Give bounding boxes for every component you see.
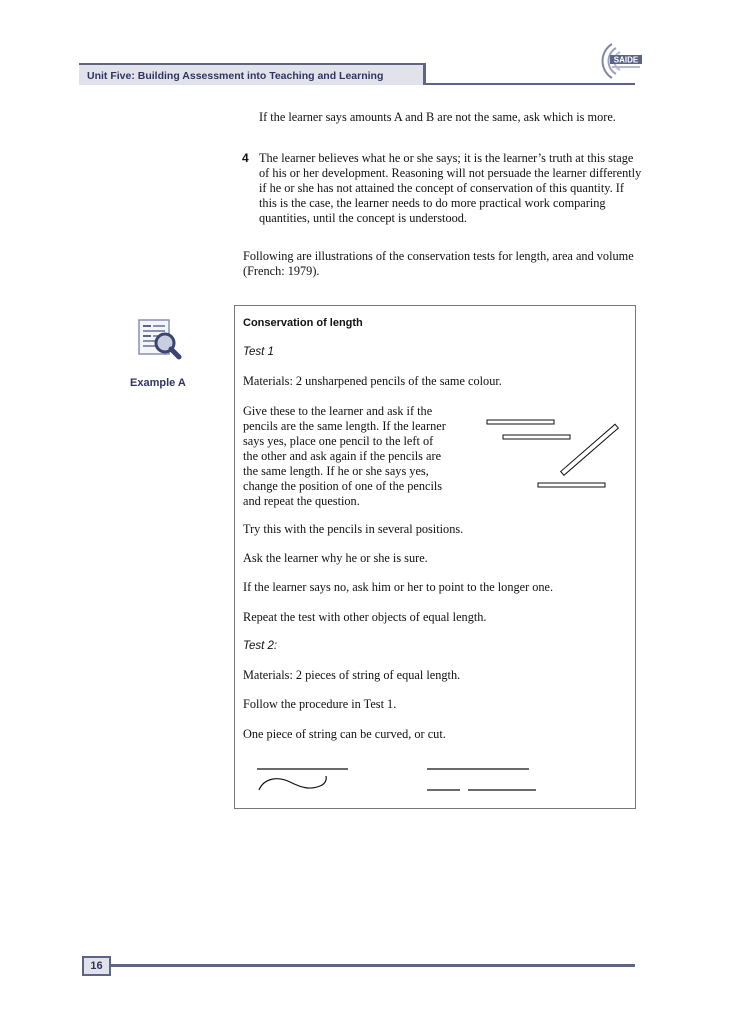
logo-text: SAIDE	[613, 55, 639, 65]
box-heading: Conservation of length	[243, 317, 363, 329]
pencil-2	[503, 435, 570, 439]
paragraph-learner-belief: The learner believes what he or she says; it is the learner’s truth at this stage of his or her development. Reasoning will not persuade the learner differently if he or she has not attained the concept of conservation of this quantity. If this is the case, the learner needs to do more practical work comparing quantities, until the concept is understood.	[259, 151, 642, 225]
ask-why: Ask the learner why he or she is sure.	[243, 551, 428, 565]
follow-procedure: Follow the procedure in Test 1.	[243, 697, 397, 711]
string-curved: One piece of string can be curved, or cut.	[243, 727, 446, 741]
pencils-illustration	[480, 412, 620, 492]
instruction-line: the same length. If he or she says yes,	[243, 464, 429, 478]
strings-illustration	[250, 760, 550, 796]
footer-rule	[111, 964, 635, 967]
header-rule	[426, 83, 635, 85]
if-no: If the learner says no, ask him or her to point to the longer one.	[243, 580, 554, 594]
test1-label: Test 1	[243, 346, 274, 358]
saide-logo-icon	[598, 40, 642, 82]
page-number: 16	[82, 956, 111, 976]
test1-instructions	[243, 404, 483, 509]
document-magnifier-icon	[137, 318, 183, 360]
unit-title: Unit Five: Building Assessment into Teaching and Learning	[87, 70, 384, 82]
instruction-line: change the position of one of the pencils	[243, 479, 443, 493]
test2-materials: Materials: 2 pieces of string of equal length.	[243, 668, 461, 682]
instruction-line: pencils are the same length. If the learner	[243, 419, 446, 433]
instruction-line: Give these to the learner and ask if the	[243, 404, 433, 418]
repeat-test: Repeat the test with other objects of equal length.	[243, 610, 487, 624]
pencil-3	[561, 424, 619, 475]
pencil-1	[487, 420, 554, 424]
instruction-line: says yes, place one pencil to the left of	[243, 434, 434, 448]
pencil-4	[538, 483, 605, 487]
test2-label: Test 2:	[243, 640, 278, 652]
string-curved	[259, 776, 326, 790]
list-number: 4	[242, 151, 249, 165]
instruction-line: the other and ask again if the pencils are	[243, 449, 442, 463]
test1-materials: Materials: 2 unsharpened pencils of the same colour.	[243, 374, 502, 388]
try-positions: Try this with the pencils in several positions.	[243, 522, 464, 536]
paragraph-illustrations: Following are illustrations of the conservation tests for length, area and volume (French: 1979).	[243, 249, 634, 278]
paragraph-amounts: If the learner says amounts A and B are not the same, ask which is more.	[259, 110, 616, 124]
example-label: Example A	[130, 377, 186, 389]
instruction-line: and repeat the question.	[243, 494, 360, 508]
